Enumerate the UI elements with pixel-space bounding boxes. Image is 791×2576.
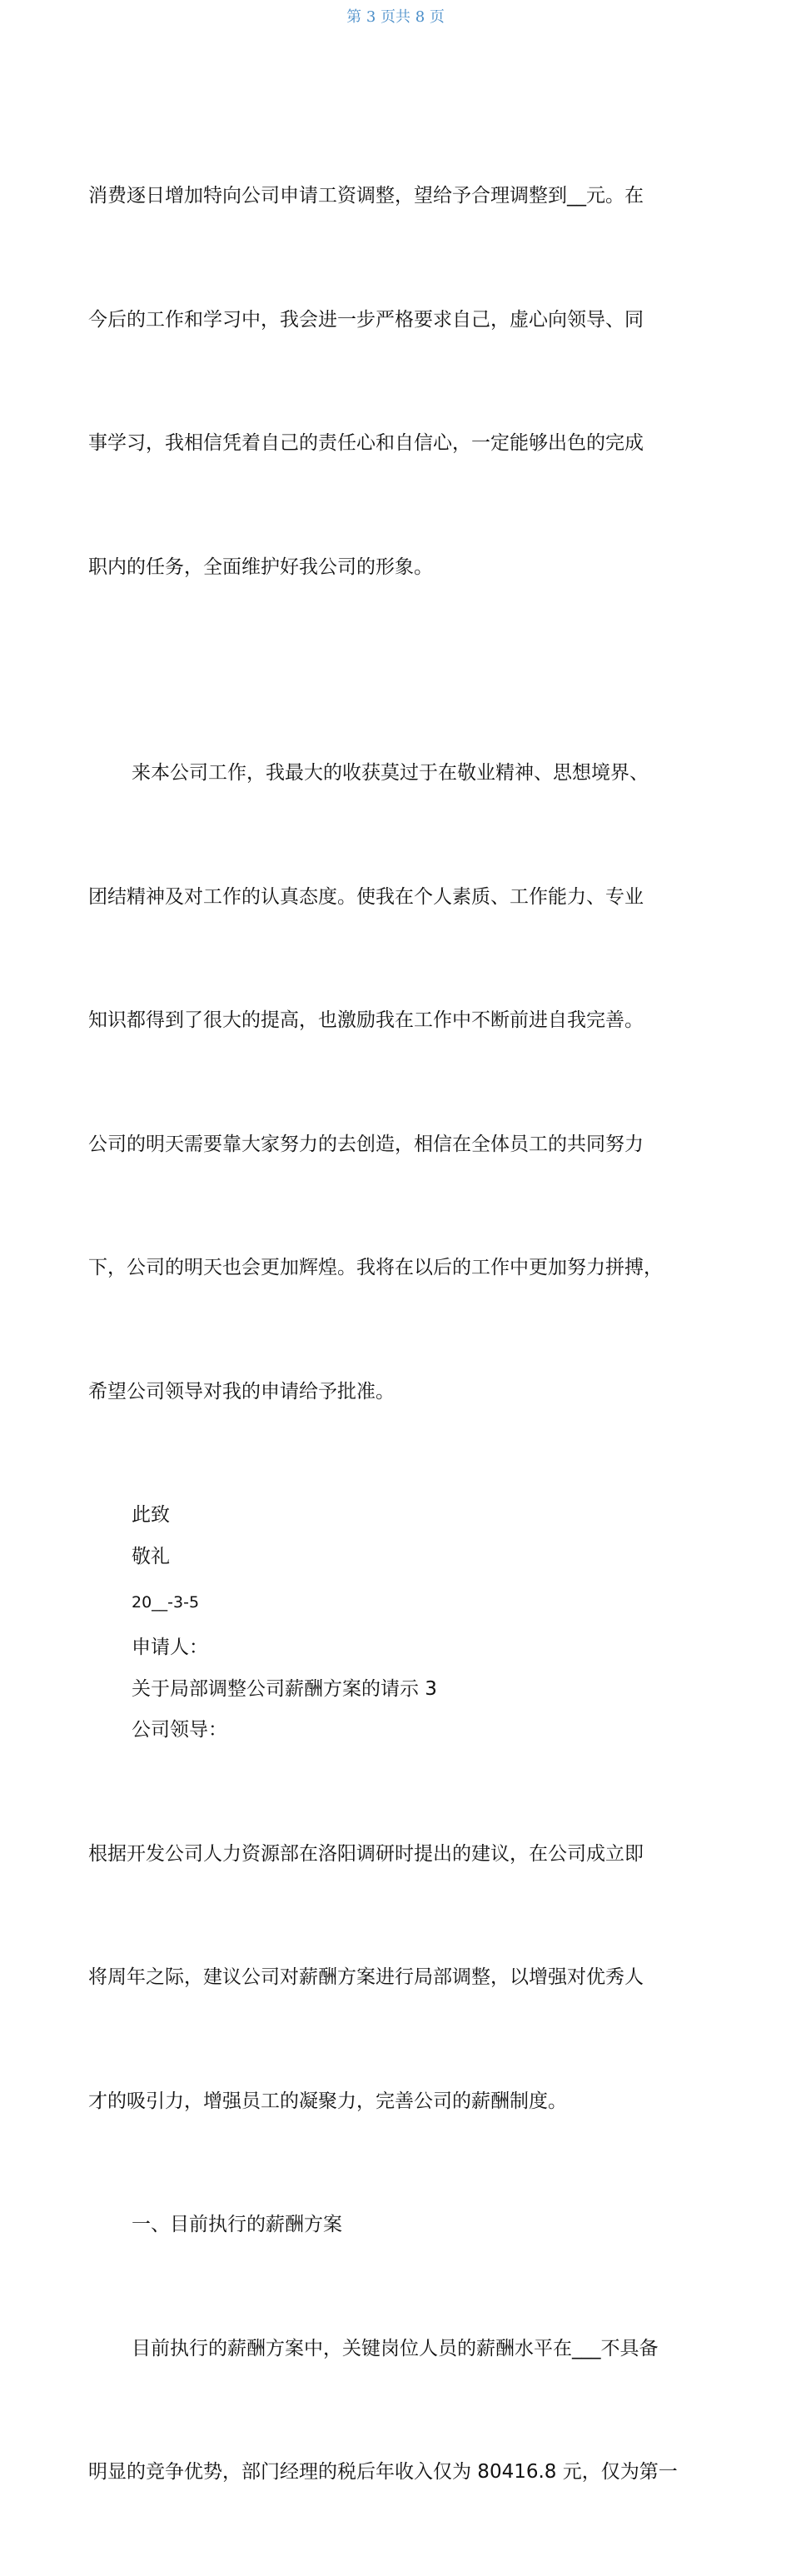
text-line: 知识都得到了很大的提高，也激励我在工作中不断前进自我完善。 bbox=[88, 1009, 644, 1031]
salutation: 公司领导： bbox=[132, 1719, 227, 1741]
text-line: 目前执行的薪酬方案中，关键岗位人员的薪酬水平在___不具备 bbox=[132, 2337, 659, 2359]
closing-ci-zhi: 此致 bbox=[132, 1504, 170, 1526]
text-line: 下，公司的明天也会更加辉煌。我将在以后的工作中更加努力拼搏， bbox=[88, 1257, 663, 1278]
closing-jing-li: 敬礼 bbox=[132, 1545, 170, 1567]
heading-current-plan: 一、目前执行的薪酬方案 bbox=[132, 2214, 342, 2235]
applicant-label: 申请人： bbox=[132, 1637, 208, 1658]
text-line: 消费逐日增加特向公司申请工资调整，望给予合理调整到__元。在 bbox=[88, 185, 644, 207]
text-line: 职内的任务，全面维护好我公司的形象。 bbox=[88, 556, 433, 578]
text-line: 希望公司领导对我的申请给予批准。 bbox=[88, 1380, 395, 1403]
text-line: 公司的明天需要靠大家努力的去创造，相信在全体员工的共同努力 bbox=[88, 1133, 644, 1155]
document-body bbox=[88, 93, 704, 2576]
letter-date: 20__-3-5 bbox=[132, 1593, 200, 1612]
text-line: 将周年之际，建议公司对薪酬方案进行局部调整，以增强对优秀人 bbox=[88, 1966, 644, 1988]
text-line: 来本公司工作，我最大的收获莫过于在敬业精神、思想境界、 bbox=[132, 762, 649, 784]
paragraph-proposal bbox=[88, 1751, 704, 2205]
text-line: 事学习，我相信凭着自己的责任心和自信心，一定能够出色的完成 bbox=[88, 432, 644, 454]
paragraph-gains bbox=[88, 670, 704, 1495]
section-title: 关于局部调整公司薪酬方案的请示 3 bbox=[132, 1677, 437, 1700]
text-line: 明显的竞争优势，部门经理的税后年收入仅为 80416.8 元，仅为第一 bbox=[88, 2461, 678, 2483]
text-line: 团结精神及对工作的认真态度。使我在个人素质、工作能力、专业 bbox=[88, 885, 644, 908]
paragraph-salary-request bbox=[88, 93, 704, 670]
paragraph-current-plan bbox=[88, 2246, 704, 2576]
text-line: 才的吸引力，增强员工的凝聚力，完善公司的薪酬制度。 bbox=[88, 2090, 567, 2112]
page-indicator: 第 3 页共 8 页 bbox=[346, 8, 445, 26]
text-line: 今后的工作和学习中，我会进一步严格要求自己，虚心向领导、同 bbox=[88, 308, 644, 331]
text-line: 根据开发公司人力资源部在洛阳调研时提出的建议，在公司成立即 bbox=[88, 1842, 644, 1865]
